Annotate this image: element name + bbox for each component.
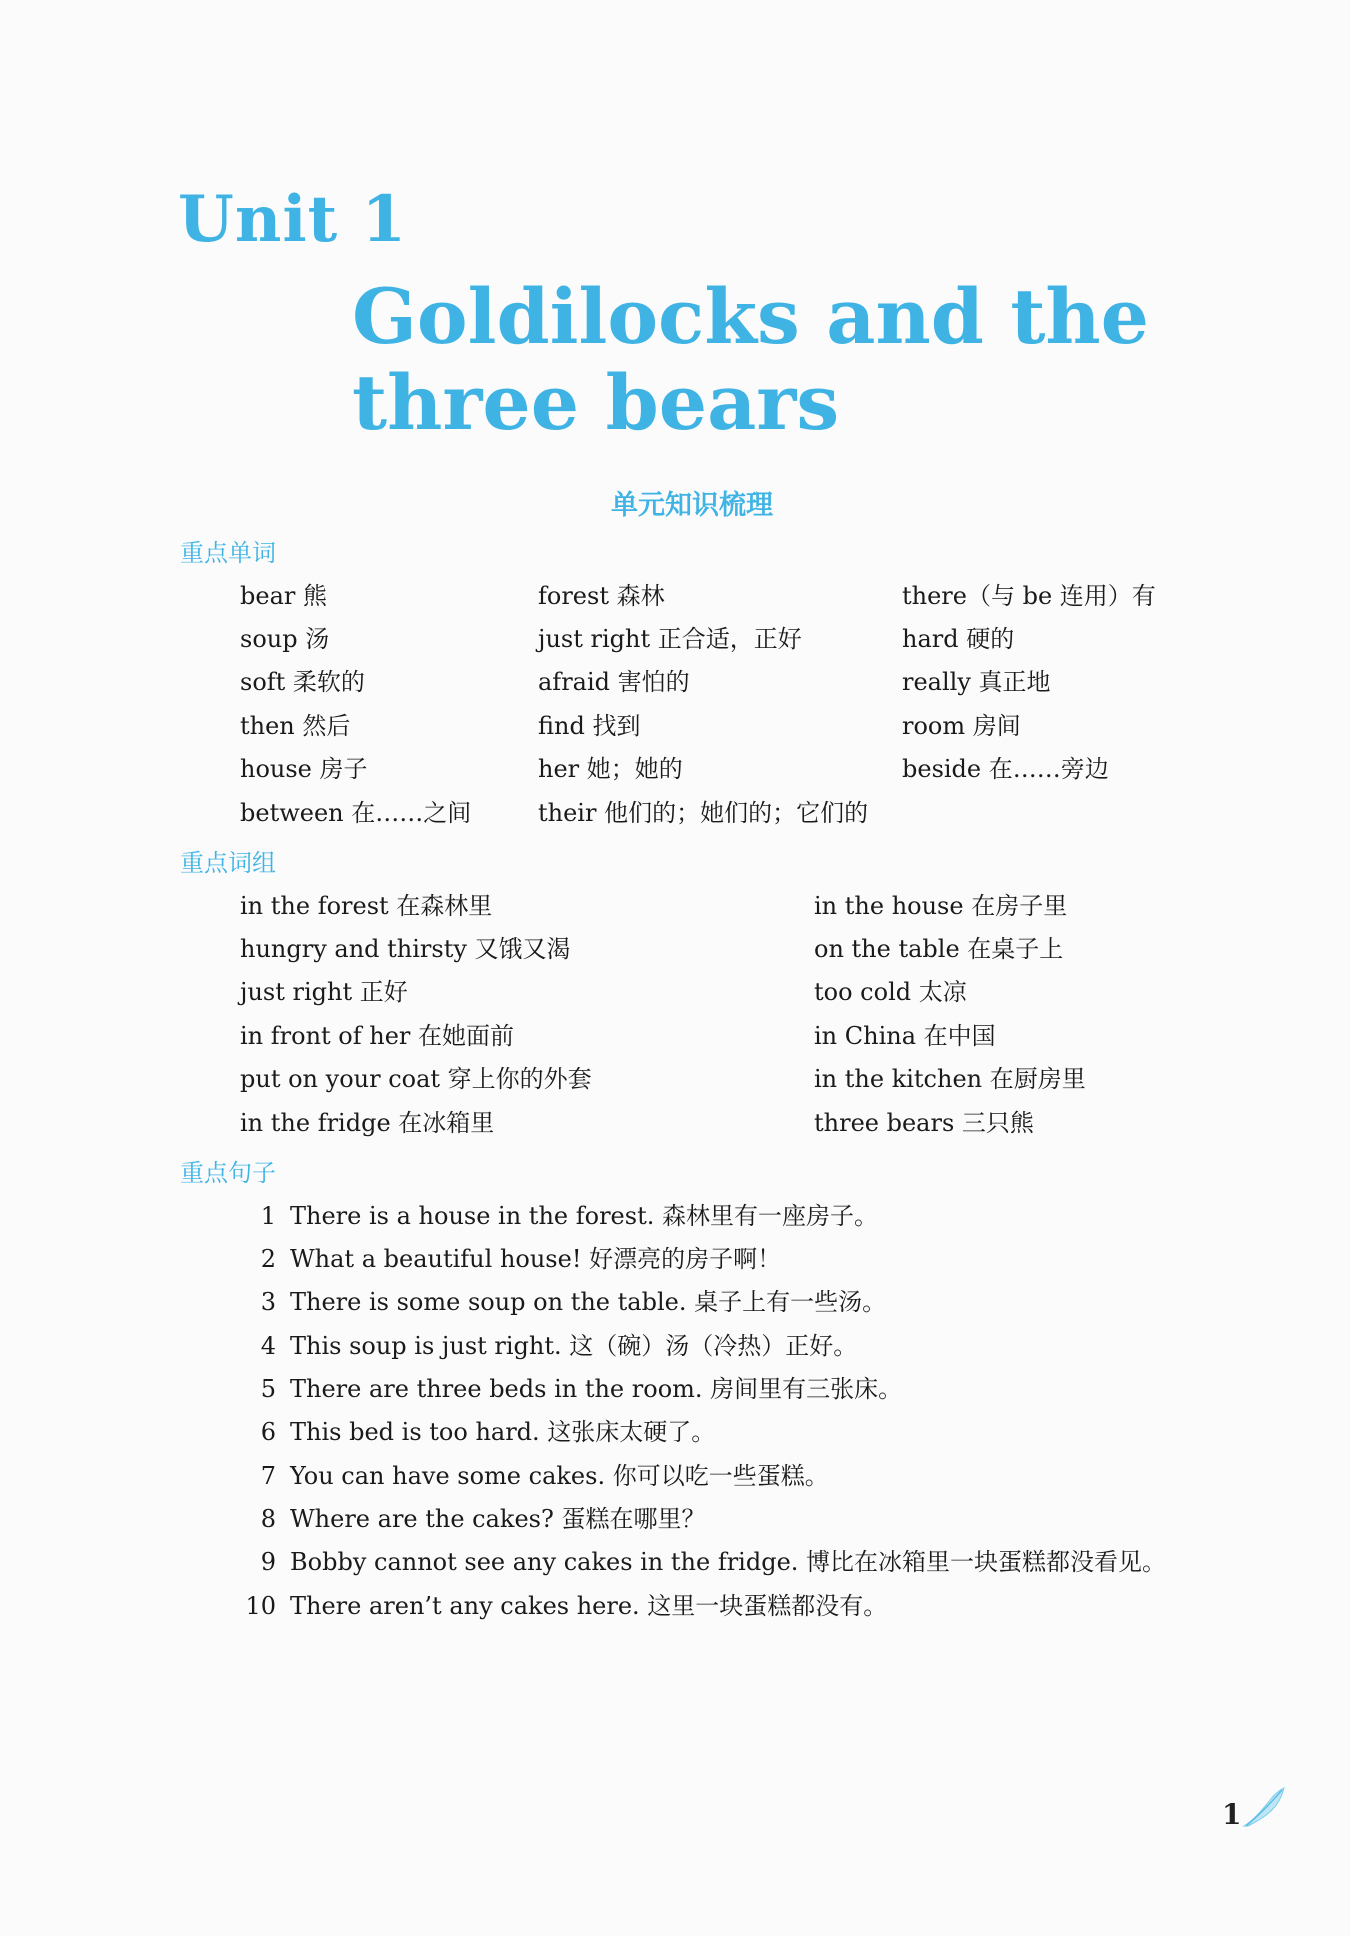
phrase-item: in the forest 在森林里 (240, 892, 493, 920)
sentences-heading: 重点句子 (180, 1159, 276, 1187)
vocab-item: between 在……之间 (240, 799, 472, 827)
sentence-number: 5 (260, 1375, 276, 1403)
vocab-item: room 房间 (902, 712, 1021, 740)
sentence-text: Where are the cakes? 蛋糕在哪里？ (290, 1505, 706, 1533)
unit-title-line-2: three bears (352, 358, 840, 447)
vocab-item: then 然后 (240, 712, 351, 740)
sentence-number: 6 (260, 1418, 276, 1446)
sentence-item (240, 1550, 1166, 1574)
sentence-number: 1 (260, 1202, 276, 1230)
vocab-item: her 她；她的 (538, 755, 683, 783)
phrases-heading: 重点词组 (180, 849, 276, 877)
sentence-text: You can have some cakes. 你可以吃一些蛋糕。 (290, 1462, 829, 1490)
phrase-item: on the table 在桌子上 (814, 935, 1064, 963)
phrase-item: put on your coat 穿上你的外套 (240, 1065, 592, 1093)
phrase-item: hungry and thirsty 又饿又渴 (240, 935, 571, 963)
vocab-item: house 房子 (240, 755, 368, 783)
feather-icon (1240, 1786, 1288, 1830)
sentence-text: This bed is too hard. 这张床太硬了。 (290, 1418, 716, 1446)
vocab-item: soft 柔软的 (240, 668, 365, 696)
sentence-number: 9 (260, 1548, 276, 1576)
sentence-number: 10 (245, 1592, 276, 1620)
vocab-item: bear 熊 (240, 582, 327, 610)
phrase-item: in China 在中国 (814, 1022, 996, 1050)
vocab-item: just right 正合适，正好 (538, 625, 802, 653)
section-heading: 单元知识梳理 (611, 490, 773, 521)
sentence-item (240, 1377, 902, 1401)
sentence-item (240, 1507, 706, 1531)
sentence-item (240, 1420, 715, 1444)
phrase-item: in the fridge 在冰箱里 (240, 1109, 495, 1137)
vocab-item: afraid 害怕的 (538, 668, 690, 696)
vocab-item: there（与 be 连用）有 (902, 582, 1156, 610)
words-heading: 重点单词 (180, 539, 276, 567)
phrase-item: just right 正好 (240, 978, 408, 1006)
sentence-item (240, 1594, 887, 1618)
sentence-text: What a beautiful house! 好漂亮的房子啊！ (290, 1245, 782, 1273)
sentence-text: There is a house in the forest. 森林里有一座房子。 (290, 1202, 878, 1230)
vocab-item: soup 汤 (240, 625, 330, 653)
sentence-text: Bobby cannot see any cakes in the fridge. 博比在冰箱里一块蛋糕都没看见。 (290, 1548, 1167, 1576)
sentence-number: 3 (260, 1288, 276, 1316)
sentence-text: This soup is just right. 这（碗）汤（冷热）正好。 (290, 1332, 858, 1360)
vocab-item: really 真正地 (902, 668, 1051, 696)
unit-title-line-1: Goldilocks and the (352, 272, 1150, 361)
unit-label: Unit 1 (178, 182, 408, 257)
sentence-number: 7 (260, 1462, 276, 1490)
vocab-item: hard 硬的 (902, 625, 1015, 653)
vocab-item: forest 森林 (538, 582, 665, 610)
vocab-item: find 找到 (538, 712, 641, 740)
unit-title (352, 274, 1149, 446)
sentence-number: 4 (260, 1332, 276, 1360)
sentence-item (240, 1290, 886, 1314)
sentence-text: There are three beds in the room. 房间里有三张床。 (290, 1375, 903, 1403)
sentence-item (240, 1247, 781, 1271)
phrase-item: in the house 在房子里 (814, 892, 1068, 920)
phrase-item: in front of her 在她面前 (240, 1022, 515, 1050)
phrase-item: in the kitchen 在厨房里 (814, 1065, 1086, 1093)
page-number: 1 (1222, 1798, 1242, 1831)
phrase-item: three bears 三只熊 (814, 1109, 1034, 1137)
sentence-item (240, 1334, 857, 1358)
sentence-item (240, 1464, 829, 1488)
vocab-item: beside 在……旁边 (902, 755, 1109, 783)
phrase-item: too cold 太凉 (814, 978, 967, 1006)
sentence-number: 8 (260, 1505, 276, 1533)
sentence-number: 2 (260, 1245, 276, 1273)
vocab-item: their 他们的；她们的；它们的 (538, 799, 869, 827)
sentence-text: There aren’t any cakes here. 这里一块蛋糕都没有。 (290, 1592, 888, 1620)
sentence-item (240, 1204, 878, 1228)
sentence-text: There is some soup on the table. 桌子上有一些汤。 (290, 1288, 887, 1316)
